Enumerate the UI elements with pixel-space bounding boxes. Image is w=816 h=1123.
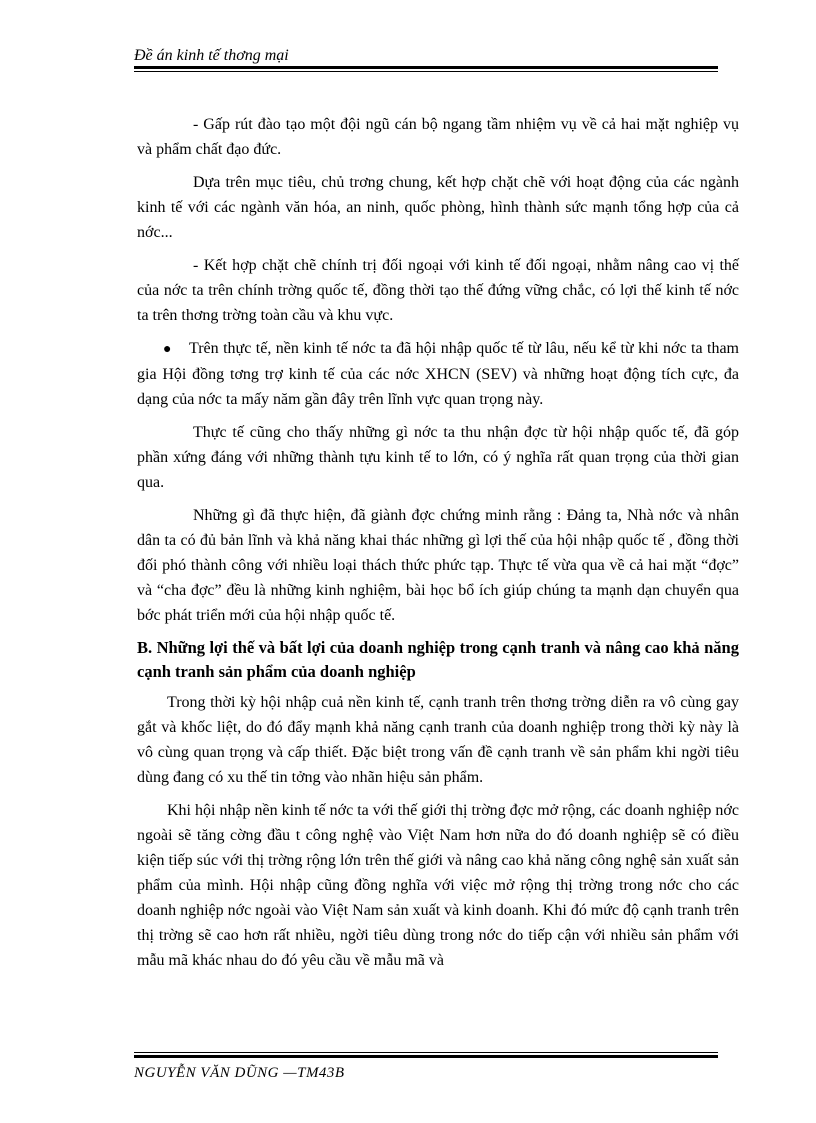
- bullet-dot-icon: ●: [163, 342, 172, 357]
- page-header: [134, 46, 718, 72]
- document-body: [137, 112, 739, 981]
- footer-author: NGUYỄN VĂN DŨNG —TM43B: [134, 1065, 345, 1081]
- page-footer: [134, 1052, 718, 1082]
- header-rule-thick: [134, 66, 718, 69]
- paragraph-7: Trong thời kỳ hội nhập cuả nền kinh tế, cạnh tranh trên thơng trờng diễn ra vô cùng gay gắt và khốc liệt, do đó đẩy mạnh khả năng cạnh tranh của doanh nghiệp trong thời kỳ này là vô cùng quan trọng và cấp thiết. Đặc biệt trong vấn đề cạnh tranh về sản phẩm khi ngời tiêu dùng đang có xu thế tin tởng vào nhãn hiệu sản phẩm.: [137, 694, 739, 786]
- bullet-paragraph: [137, 336, 739, 412]
- footer-rule-thin: [134, 1052, 718, 1053]
- section-heading: B. Những lợi thế và bất lợi của doanh nghiệp trong cạnh tranh và nâng cao khả năng cạnh tranh sản phẩm của doanh nghiệp: [137, 638, 739, 681]
- header-rule-thin: [134, 71, 718, 72]
- paragraph-3: - Kết hợp chặt chẽ chính trị đối ngoại với kinh tế đối ngoại, nhằm nâng cao vị thế của nớc ta trên chính trờng quốc tế, đồng thời tạo thế đứng vững chắc, có lợi thế kinh tế nớc ta trên thơng trờng toàn cầu và khu vực.: [137, 257, 739, 324]
- paragraph-5: Thực tế cũng cho thấy những gì nớc ta thu nhận đợc từ hội nhập quốc tế, đã góp phần xứng đáng với những thành tựu kinh tế to lớn, có ý nghĩa rất quan trọng của thời gian qua.: [137, 424, 739, 491]
- bullet-paragraph-text: Trên thực tế, nền kinh tế nớc ta đã hội nhập quốc tế từ lâu, nếu kể từ khi nớc ta tham gia Hội đồng tơng trợ kinh tế của các nớc XHCN (SEV) và những hoạt động tích cực, đa dạng của nớc ta mấy năm gần đây trên lĩnh vực quan trọng này.: [137, 340, 739, 408]
- paragraph-1: - Gấp rút đào tạo một đội ngũ cán bộ ngang tầm nhiệm vụ về cả hai mặt nghiệp vụ và phẩm chất đạo đức.: [137, 116, 739, 158]
- footer-rule-thick: [134, 1055, 718, 1058]
- paragraph-6: Những gì đã thực hiện, đã giành đợc chứng minh rằng : Đảng ta, Nhà nớc và nhân dân ta có đủ bản lĩnh và khả năng khai thác những gì lợi thế của hội nhập quốc tế , đồng thời đối phó thành công với nhiều loại thách thức phức tạp. Thực tế vừa qua về cả hai mặt “đợc” và “cha đợc” đều là những kinh nghiệm, bài học bổ ích giúp chúng ta mạnh dạn chuyển qua bớc phát triển mới của hội nhập quốc tế.: [137, 507, 739, 624]
- header-title: Đề án kinh tế thơng mại: [134, 47, 289, 64]
- paragraph-2: Dựa trên mục tiêu, chủ trơng chung, kết hợp chặt chẽ với hoạt động của các ngành kinh tế với các ngành văn hóa, an ninh, quốc phòng, hình thành sức mạnh tổng hợp của cả nớc...: [137, 174, 739, 241]
- paragraph-8: Khi hội nhập nền kinh tế nớc ta với thế giới thị trờng đợc mở rộng, các doanh nghiệp nớc ngoài sẽ tăng cờng đầu t công nghệ vào Việt Nam hơn nữa do đó doanh nghiệp sẽ có điều kiện tiếp súc với thị trờng rộng lớn trên thế giới và nâng cao khả năng công nghệ sản xuất sản phẩm của mình. Hội nhập cũng đồng nghĩa với việc mở rộng thị trờng trong nớc cho các doanh nghiệp nớc ngoài vào Việt Nam sản xuất và kinh doanh. Khi đó mức độ cạnh tranh trên thị trờng sẽ cao hơn rất nhiều, ngời tiêu dùng trong nớc do tiếp cận với nhiều sản phẩm với mẫu mã khác nhau do đó yêu cầu về mẫu mã và: [137, 802, 739, 969]
